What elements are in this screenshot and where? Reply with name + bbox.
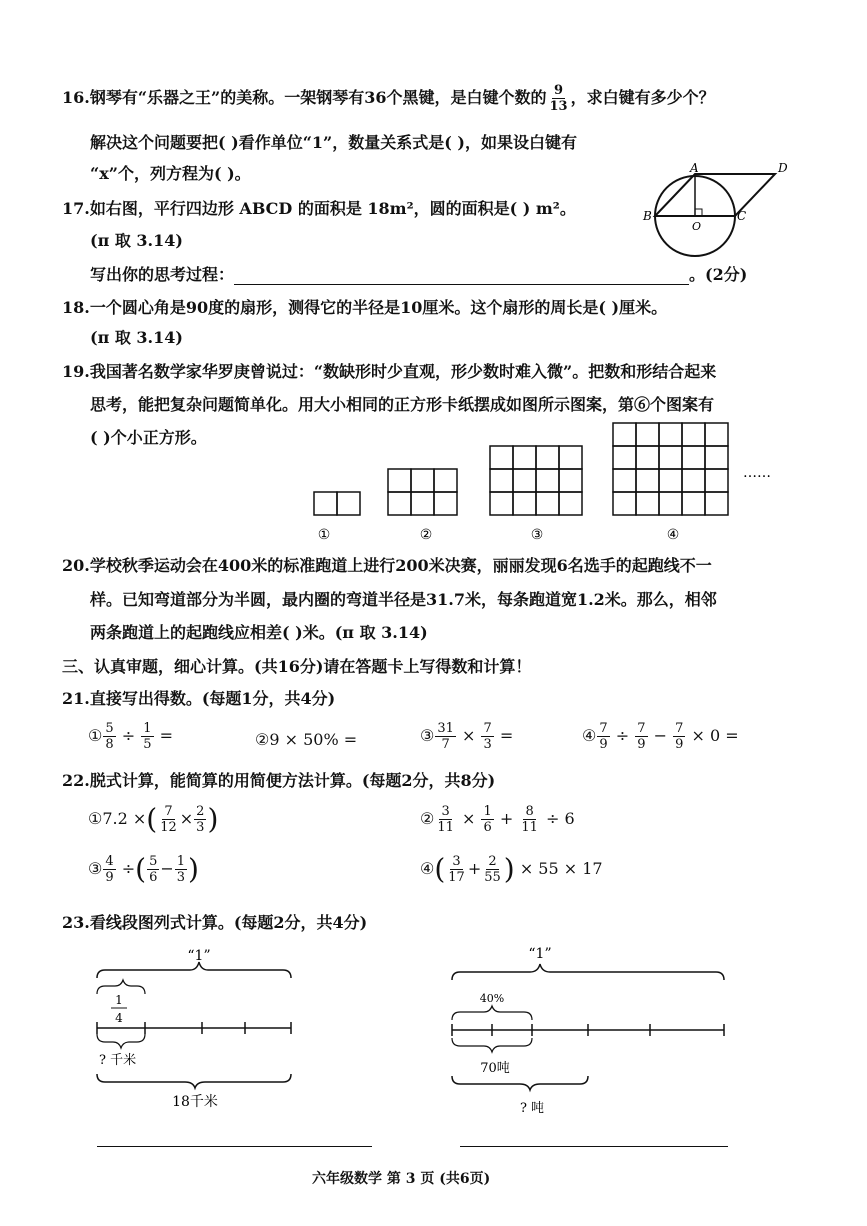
grid-square — [613, 492, 636, 515]
q21-item-2: ②9 × 50% = — [255, 730, 358, 749]
grid-square — [536, 469, 559, 492]
grid-square — [636, 469, 659, 492]
bottom-brace — [452, 1076, 588, 1090]
q21-item-3: ③ $\frac{31}{7}$ × $\frac{7}{3}$ = — [420, 721, 514, 752]
q23-left-answer-line — [97, 1146, 372, 1147]
grid-square — [411, 492, 434, 515]
q17-figure — [640, 160, 790, 260]
grid-square — [682, 469, 705, 492]
grid-square — [513, 446, 536, 469]
grid-square — [636, 492, 659, 515]
part-brace — [97, 1034, 145, 1048]
q16-line2: 解决这个问题要把( )看作单位“1”，数量关系式是( )，如果设白键有 — [90, 133, 577, 152]
grid-square — [513, 492, 536, 515]
pattern-ellipsis: …… — [743, 465, 771, 481]
grid-square — [559, 492, 582, 515]
right-part: 70吨 — [480, 1061, 510, 1076]
label-b: B — [643, 209, 652, 223]
percent-brace — [452, 1006, 532, 1020]
grid-square — [434, 492, 457, 515]
pattern-label-3: ③ — [530, 527, 544, 543]
grid-square — [682, 492, 705, 515]
q19-line3: ( )个小正方形。 — [90, 428, 207, 447]
q16-fraction: $\frac{9}{13}$ — [549, 83, 568, 114]
grid-square — [659, 492, 682, 515]
grid-square — [314, 492, 337, 515]
grid-square — [388, 469, 411, 492]
grid-square — [513, 469, 536, 492]
label-d: D — [778, 161, 788, 175]
q16-line1 — [62, 84, 715, 113]
left-frac-num: 1 — [115, 993, 123, 1007]
q19-line1: 19.我国著名数学家华罗庚曾说过：“数缺形时少直观，形少数时难入微”。把数和形结合起来 — [62, 362, 717, 381]
grid-square — [536, 492, 559, 515]
grid-square — [613, 446, 636, 469]
part-brace — [452, 1038, 532, 1052]
q16-text-a: 16.钢琴有“乐器之王”的美称。一架钢琴有36个黑键，是白键个数的 — [62, 88, 547, 107]
left-frac-den: 4 — [115, 1011, 123, 1025]
grid-square — [682, 446, 705, 469]
grid-square — [613, 469, 636, 492]
right-question: ? 吨 — [519, 1101, 545, 1116]
q18-line1: 18.一个圆心角是90度的扇形，测得它的半径是10厘米。这个扇形的周长是( )厘米。 — [62, 298, 668, 317]
grid-square — [411, 469, 434, 492]
right-angle-mark — [695, 209, 702, 216]
q23-right-diagram — [440, 940, 750, 1120]
page-footer: 六年级数学 第 3 页 (共6页) — [312, 1171, 491, 1187]
q21-item-4: ④ $\frac{7}{9}$ ÷ $\frac{7}{9}$ − $\frac{7}{9}$ × 0 = — [582, 721, 739, 752]
q17-line2: (π 取 3.14) — [90, 231, 183, 250]
grid-square — [659, 423, 682, 446]
q22-expr-3: ③ $\frac{4}{9}$ ÷( $\frac{5}{6}$ − $\frac{1}{3}$ ) — [88, 852, 199, 886]
pattern-label-1: ① — [317, 527, 331, 543]
grid-square — [705, 423, 728, 446]
grid-square — [636, 423, 659, 446]
grid-square — [682, 423, 705, 446]
bottom-brace — [97, 1074, 291, 1088]
q17-line1: 17.如右图，平行四边形 ABCD 的面积是 18m²，圆的面积是( ) m²。 — [62, 199, 576, 218]
grid-square — [705, 446, 728, 469]
q22-title: 22.脱式计算，能简算的用简便方法计算。(每题2分，共8分) — [62, 771, 496, 790]
q23-title: 23.看线段图列式计算。(每题2分，共4分) — [62, 913, 368, 932]
left-question: ? 千米 — [99, 1053, 137, 1068]
q23-left-diagram — [85, 948, 385, 1118]
top-brace — [97, 962, 291, 978]
q20-line2: 样。已知弯道部分为半圆，最内圈的弯道半径是31.7米，每条跑道宽1.2米。那么，相邻 — [90, 590, 717, 609]
grid-square — [490, 492, 513, 515]
q21-item-1: ① $\frac{5}{8}$ ÷ $\frac{1}{5}$ = — [88, 721, 173, 752]
grid-square — [388, 492, 411, 515]
q22-expr-2: ② $\frac{3}{11}$ × $\frac{1}{6}$ + $\frac{8}{11}$ ÷ 6 — [420, 804, 575, 835]
pattern-label-2: ② — [419, 527, 433, 543]
grid-square — [659, 469, 682, 492]
left-unit-label: “1” — [187, 948, 211, 964]
right-percent: 40% — [479, 992, 505, 1005]
label-c: C — [737, 209, 747, 223]
q20-line1: 20.学校秋季运动会在400米的标准跑道上进行200米决赛，丽丽发现6名选手的起跑线不一 — [62, 556, 712, 575]
label-a: A — [690, 161, 699, 175]
q22-expr-4: ④( $\frac{3}{17}$ + $\frac{2}{55}$ ) × 55 × 17 — [420, 852, 603, 886]
grid-square — [705, 469, 728, 492]
grid-square — [434, 469, 457, 492]
q21-title: 21.直接写出得数。(每题1分，共4分) — [62, 689, 336, 708]
grid-square — [490, 446, 513, 469]
q16-text-b: ，求白键有多少个？ — [570, 88, 715, 107]
label-o: O — [692, 220, 702, 233]
grid-square — [559, 446, 582, 469]
left-total: 18千米 — [172, 1094, 218, 1110]
right-unit-label: “1” — [528, 946, 552, 962]
q17-answer-line — [234, 270, 689, 285]
q23-right-answer-line — [460, 1146, 728, 1147]
pattern-label-4: ④ — [666, 527, 680, 543]
q19-line2: 思考，能把复杂问题简单化。用大小相同的正方形卡纸摆成如图所示图案，第⑥个图案有 — [90, 395, 715, 414]
q16-line3: “x”个，列方程为( )。 — [90, 164, 251, 183]
q17-line3: 写出你的思考过程： 。(2分) — [90, 265, 748, 284]
grid-square — [613, 423, 636, 446]
grid-square — [490, 469, 513, 492]
grid-square — [659, 446, 682, 469]
section-three-heading: 三、认真审题，细心计算。(共16分)请在答题卡上写得数和计算！ — [62, 657, 532, 676]
top-brace — [452, 964, 724, 980]
grid-square — [559, 469, 582, 492]
q20-line3: 两条跑道上的起跑线应相差( )米。(π 取 3.14) — [90, 623, 428, 642]
q19-patterns — [300, 415, 790, 545]
fraction-brace — [97, 980, 145, 994]
grid-square — [536, 446, 559, 469]
grid-square — [337, 492, 360, 515]
q22-expr-1: ①7.2 ×( $\frac{7}{12}$ × $\frac{2}{3}$ ) — [88, 802, 219, 836]
q18-line2: (π 取 3.14) — [90, 328, 183, 347]
grid-square — [705, 492, 728, 515]
grid-patterns — [314, 423, 728, 515]
grid-square — [636, 446, 659, 469]
